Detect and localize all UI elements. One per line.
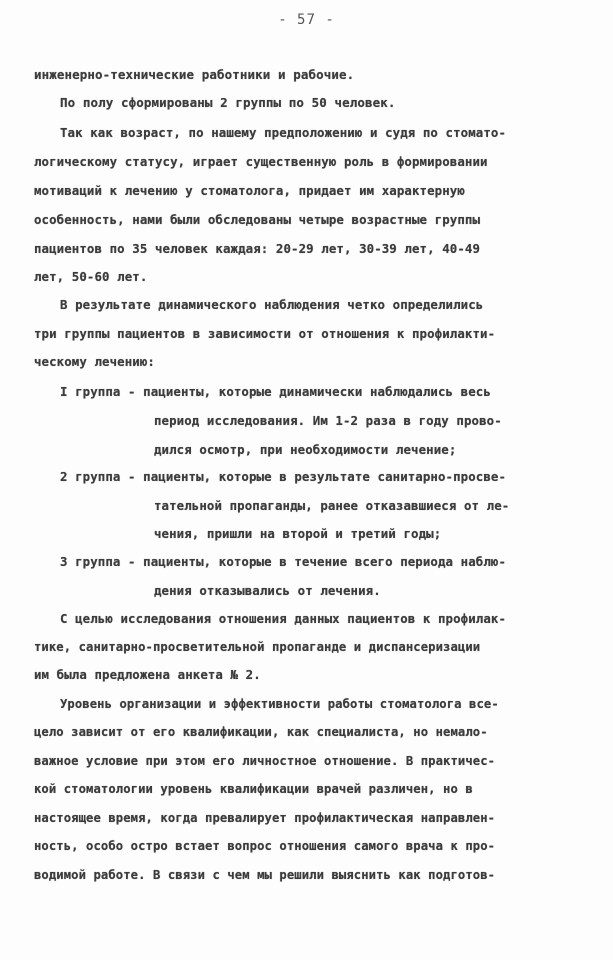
- text-line: лет, 50-60 лет.: [34, 269, 148, 284]
- text-line: кой стоматологии уровень квалификации врачей различен, но в: [34, 782, 473, 796]
- text-line: I группа - пациенты, которые динамически наблюдались весь: [60, 384, 491, 399]
- text-line: особенность, нами были обследованы четыре возрастные группы: [34, 212, 481, 227]
- text-line: водимой работе. В связи с чем мы решили выяснить как подготов-: [34, 868, 496, 882]
- text-line: период исследования. Им 1-2 раза в году прово-: [154, 413, 502, 428]
- text-line: настоящее время, когда превалирует профилактическая направлен-: [34, 811, 496, 825]
- text-line: им была предложена анкета № 2.: [34, 667, 261, 682]
- text-line: Так как возраст, по нашему предположению и судя по стомато-: [60, 125, 507, 140]
- text-line: цело зависит от его квалификации, как специалиста, но немало-: [34, 725, 488, 739]
- text-line: 2 группа - пациенты, которые в результате санитарно-просве-: [60, 469, 507, 484]
- text-line: пациентов по 35 человек каждая: 20-29 лет, 30-39 лет, 40-49: [34, 241, 481, 256]
- text-line: три группы пациентов в зависимости от отношения к профилакти-: [34, 326, 496, 341]
- text-line: В результате динамического наблюдения четко определились: [60, 297, 484, 312]
- text-line: дения отказывались от лечения.: [154, 583, 381, 598]
- text-line: 3 группа - пациенты, которые в течение всего периода наблю-: [60, 554, 507, 569]
- text-line: логическому статусу, играет существенную роль в формировании: [34, 154, 488, 169]
- text-line: С целью исследования отношения данных пациентов к профилак-: [60, 611, 507, 626]
- text-line: чения, пришли на второй и третий годы;: [154, 526, 442, 541]
- page-number: - 57 -: [278, 12, 335, 28]
- text-line: дился осмотр, при необходимости лечение;: [154, 442, 457, 457]
- text-line: ческому лечению:: [34, 354, 155, 369]
- text-line: По полу сформированы 2 группы по 50 человек.: [60, 95, 396, 110]
- text-line: тательной пропаганды, ранее отказавшиеся от ле-: [154, 498, 510, 513]
- text-line: важное условие при этом его личностное отношение. В практичес-: [34, 754, 496, 768]
- text-line: инженерно-технические работники и рабочие.: [34, 67, 355, 82]
- text-line: мотиваций к лечению у стоматолога, придает им характерную: [34, 183, 465, 198]
- text-line: Уровень организации и эффективности работы стоматолога все-: [60, 697, 499, 711]
- text-line: тике, санитарно-просветительной пропаганде и диспансеризации: [34, 640, 481, 654]
- text-line: ность, особо остро встает вопрос отношения самого врача к про-: [34, 839, 496, 853]
